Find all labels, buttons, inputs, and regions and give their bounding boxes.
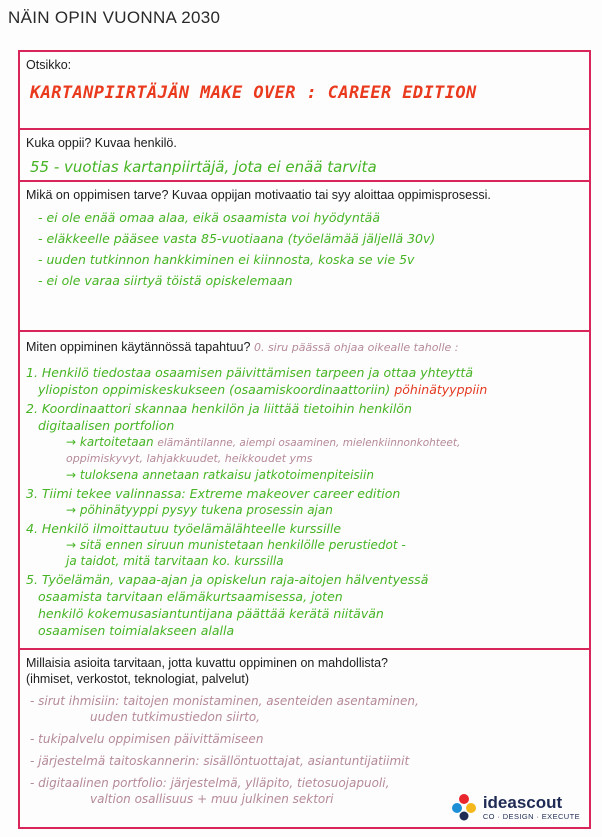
page-title: NÄIN OPIN VUONNA 2030 (8, 8, 221, 27)
title-label: Otsikko: (26, 58, 72, 72)
list-item: - uuden tutkinnon hankkiminen ei kiinnosta, koska se vie 5v (38, 252, 415, 267)
list-item: - tukipalvelu oppimisen päivittämiseen (30, 732, 264, 746)
step-5-cont3: osaamisen toimialakseen alalla (38, 623, 235, 638)
step-1-cont: yliopiston oppimiskeskukseen (osaamiskoordinaattoriin) pöhinätyyppiin (38, 382, 488, 397)
section-how (20, 332, 589, 650)
list-item: - ei ole enää omaa alaa, eikä osaamista voi hyödyntää (38, 210, 380, 225)
list-item: - sirut ihmisiin: taitojen monistaminen, asenteiden asentaminen, uuden tutkimustiedon siirto, (30, 694, 419, 724)
step-4-sub1-cont: ja taidot, mitä tarvitaan ko. kurssilla (66, 554, 284, 568)
step-3 (26, 485, 583, 518)
logo-name: ideascout (482, 792, 563, 812)
step-2-sub1: → kartoitetaan elämäntilanne, aiempi osaaminen, mielenkiinnonkohteet, (66, 435, 461, 449)
ideascout-logo (451, 793, 580, 821)
step-1-red: pöhinätyyppiin (394, 382, 488, 397)
who-label: Kuka oppii? Kuvaa henkilö. (26, 136, 177, 150)
ideascout-logo-icon (451, 793, 477, 821)
step-5-cont: osaamista tarvitaan elämäkurtsaamisessa, joten (38, 589, 343, 604)
step-2-sub2: → tuloksena annetaan ratkaisu jatkotoimenpiteisiin (66, 468, 374, 482)
list-item: - järjestelmä taitoskannerin: sisällöntuottajat, asiantuntijatiimit (30, 754, 410, 768)
logo-tagline: CO · DESIGN · EXECUTE (482, 811, 580, 821)
step-2-main: 2. Koordinaattori skannaa henkilön ja liittää tietoihin henkilön (26, 401, 412, 416)
section-who (20, 130, 589, 182)
section-need (20, 182, 589, 332)
step-5 (26, 571, 583, 639)
resources-label2: (ihmiset, verkostot, teknologiat, palvelut) (26, 672, 250, 686)
step-2 (26, 400, 583, 483)
resources-list (30, 693, 583, 807)
step-3-sub1: → pöhinätyyppi pysyy tukena prosessin ajan (66, 503, 333, 517)
step-3-main: 3. Tiimi tekee valinnassa: Extreme makeover career edition (26, 486, 401, 501)
title-value: KARTANPIIRTÄJÄN MAKE OVER : CAREER EDITION (30, 83, 477, 103)
how-steps (26, 364, 583, 639)
need-label: Mikä on oppimisen tarve? Kuvaa oppijan motivaatio tai syy aloittaa oppimisprosessi. (26, 188, 491, 202)
how-label: Miten oppiminen käytännössä tapahtuu? (26, 340, 251, 354)
who-value: 55 - vuotias kartanpiirtäjä, jota ei enää tarvita (30, 158, 377, 176)
step-5-main: 5. Työelämän, vapaa-ajan ja opiskelun raja-aitojen hälventyessä (26, 572, 429, 587)
how-label-note: 0. siru päässä ohjaa oikealle taholle : (253, 341, 459, 354)
list-item: - eläkkeelle pääsee vasta 85-vuotiaana (työelämää jäljellä 30v) (38, 231, 436, 246)
step-4-sub1: → sitä ennen siruun munistetaan henkilölle perustiedot - (66, 538, 406, 552)
resources-label: Millaisia asioita tarvitaan, jotta kuvattu oppiminen on mahdollista? (26, 656, 388, 670)
form-frame (18, 50, 591, 829)
step-4-main: 4. Henkilö ilmoittautuu työelämälähteelle kurssille (26, 521, 342, 536)
step-2-sub1-cont: oppimiskyvyt, lahjakkuudet, heikkoudet yms (66, 452, 313, 465)
how-label-row (26, 338, 583, 358)
need-list (38, 207, 583, 291)
list-item: - digitaalinen portfolio: järjestelmä, ylläpito, tietosuojapuoli, valtion osallisuus + muu julkinen sektori (30, 776, 390, 806)
step-1 (26, 364, 583, 398)
section-title (20, 52, 589, 130)
step-2-cont: digitaalisen portfolion (38, 418, 175, 433)
step-1-main: 1. Henkilö tiedostaa osaamisen päivittämisen tarpeen ja ottaa yhteyttä (26, 365, 473, 380)
list-item: - ei ole varaa siirtyä töistä opiskelemaan (38, 273, 293, 288)
step-4 (26, 520, 583, 569)
step-5-cont2: henkilö kokemusasiantuntijana päättää kerätä niitävän (38, 606, 384, 621)
step-2-sub1-note: elämäntilanne, aiempi osaaminen, mielenkiinnonkohteet, (157, 437, 461, 449)
